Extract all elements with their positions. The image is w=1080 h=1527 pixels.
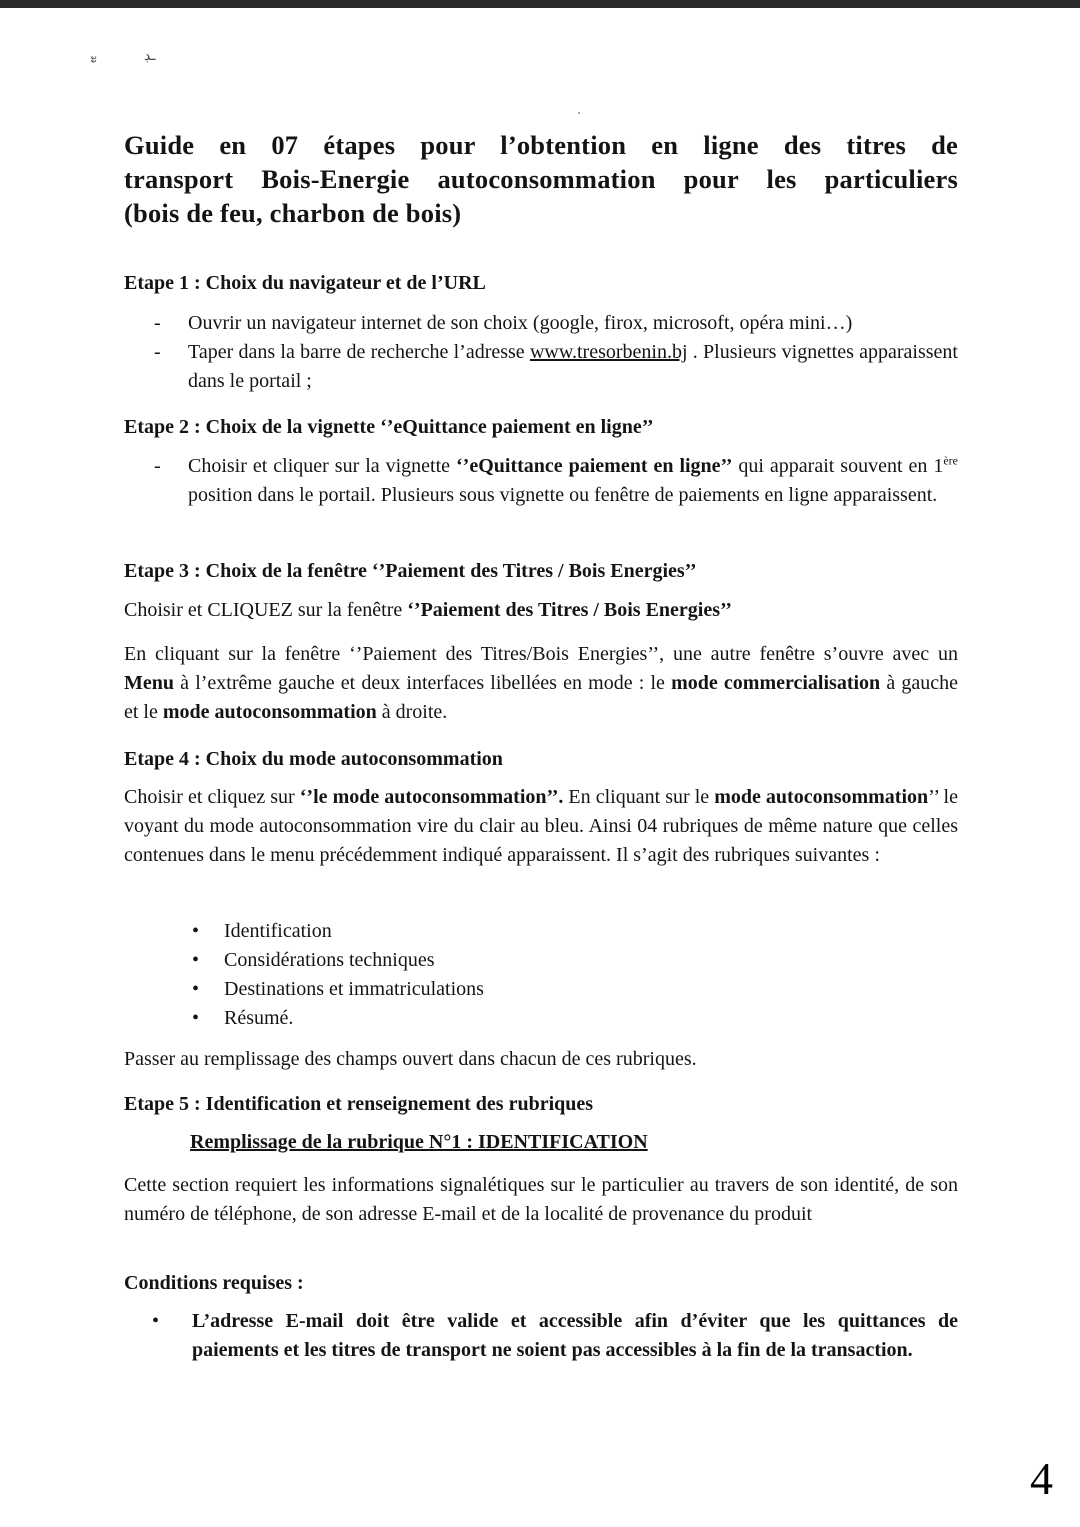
step3-heading: Etape 3 : Choix de la fenêtre ‘’Paiement des Titres / Bois Energies’’	[124, 560, 697, 582]
list-item: • Destinations et immatriculations	[192, 975, 484, 1004]
step2-heading: Etape 2 : Choix de la vignette ‘’eQuittance paiement en ligne’’	[124, 416, 654, 438]
title-line: transport Bois-Energie autoconsommation pour les particuliers	[124, 164, 958, 194]
rubric-list	[192, 917, 484, 1033]
conditions-list	[152, 1307, 958, 1365]
paragraph: Choisir et cliquez sur ‘’le mode autoconsommation’’. En cliquant sur le mode autoconsommation’’ le voyant du mode autoconsommation vire du clair au bleu. Ainsi 04 rubriques de même nature que celles contenues dans le menu précédemment indiqué apparaissent. Il s’agit des rubriques suivantes :	[124, 786, 958, 866]
paragraph: Passer au remplissage des champs ouvert dans chacun de ces rubriques.	[124, 1048, 697, 1070]
list-item: - Choisir et cliquer sur la vignette ‘’eQuittance paiement en ligne’’ qui apparait souvent en 1ère position dans le portail. Plusieurs sous vignette ou fenêtre de paiements en ligne apparaissent.	[154, 453, 958, 506]
title-line: Guide en 07 étapes pour l’obtention en ligne des titres de	[124, 130, 958, 160]
list-item: • Considérations techniques	[192, 946, 484, 975]
paragraph: Cette section requiert les informations signalétiques sur le particulier au travers de son identité, de son numéro de téléphone, de son adresse E-mail et de la localité de provenance du produit	[124, 1174, 958, 1225]
list-item: - Taper dans la barre de recherche l’adresse www.tresorbenin.bj . Plusieurs vignettes apparaissent dans le portail ;	[154, 341, 958, 392]
scan-mark: ـڊ	[144, 49, 156, 64]
page-number: 4	[1030, 1453, 1053, 1504]
conditions-heading: Conditions requises :	[124, 1272, 304, 1294]
step2-list	[124, 452, 958, 510]
step4-heading: Etape 4 : Choix du mode autoconsommation	[124, 748, 503, 770]
rubric-subheading: Remplissage de la rubrique N°1 : IDENTIFICATION	[190, 1131, 648, 1153]
paragraph: Choisir et CLIQUEZ sur la fenêtre ‘’Paiement des Titres / Bois Energies’’	[124, 599, 732, 621]
step5-heading: Etape 5 : Identification et renseignement des rubriques	[124, 1093, 594, 1115]
scan-dot	[578, 112, 580, 114]
step1-list	[124, 309, 958, 396]
document-title	[124, 128, 958, 230]
list-item: - Ouvrir un navigateur internet de son choix (google, firox, microsoft, opéra mini…)	[154, 312, 853, 334]
list-item: • Identification	[192, 917, 484, 946]
title-line: (bois de feu, charbon de bois)	[124, 198, 462, 228]
url-link[interactable]: www.tresorbenin.bj	[529, 341, 688, 363]
list-item: • L’adresse E-mail doit être valide et accessible afin d’éviter que les quittances de paiements et les titres de transport ne soient pas accessibles à la fin de la transaction.	[152, 1307, 958, 1365]
top-edge-bar	[0, 0, 1080, 8]
step1-heading: Etape 1 : Choix du navigateur et de l’URL	[124, 272, 486, 294]
document-body	[124, 128, 959, 1361]
list-item: • Résumé.	[192, 1004, 484, 1033]
scan-mark: ะ	[90, 52, 98, 67]
paragraph: En cliquant sur la fenêtre ‘’Paiement des Titres/Bois Energies’’, une autre fenêtre s’ouvre avec un Menu à l’extrême gauche et deux interfaces libellées en mode : le mode commercialisation à gauche et le mode autoconsommation à droite.	[124, 643, 959, 723]
